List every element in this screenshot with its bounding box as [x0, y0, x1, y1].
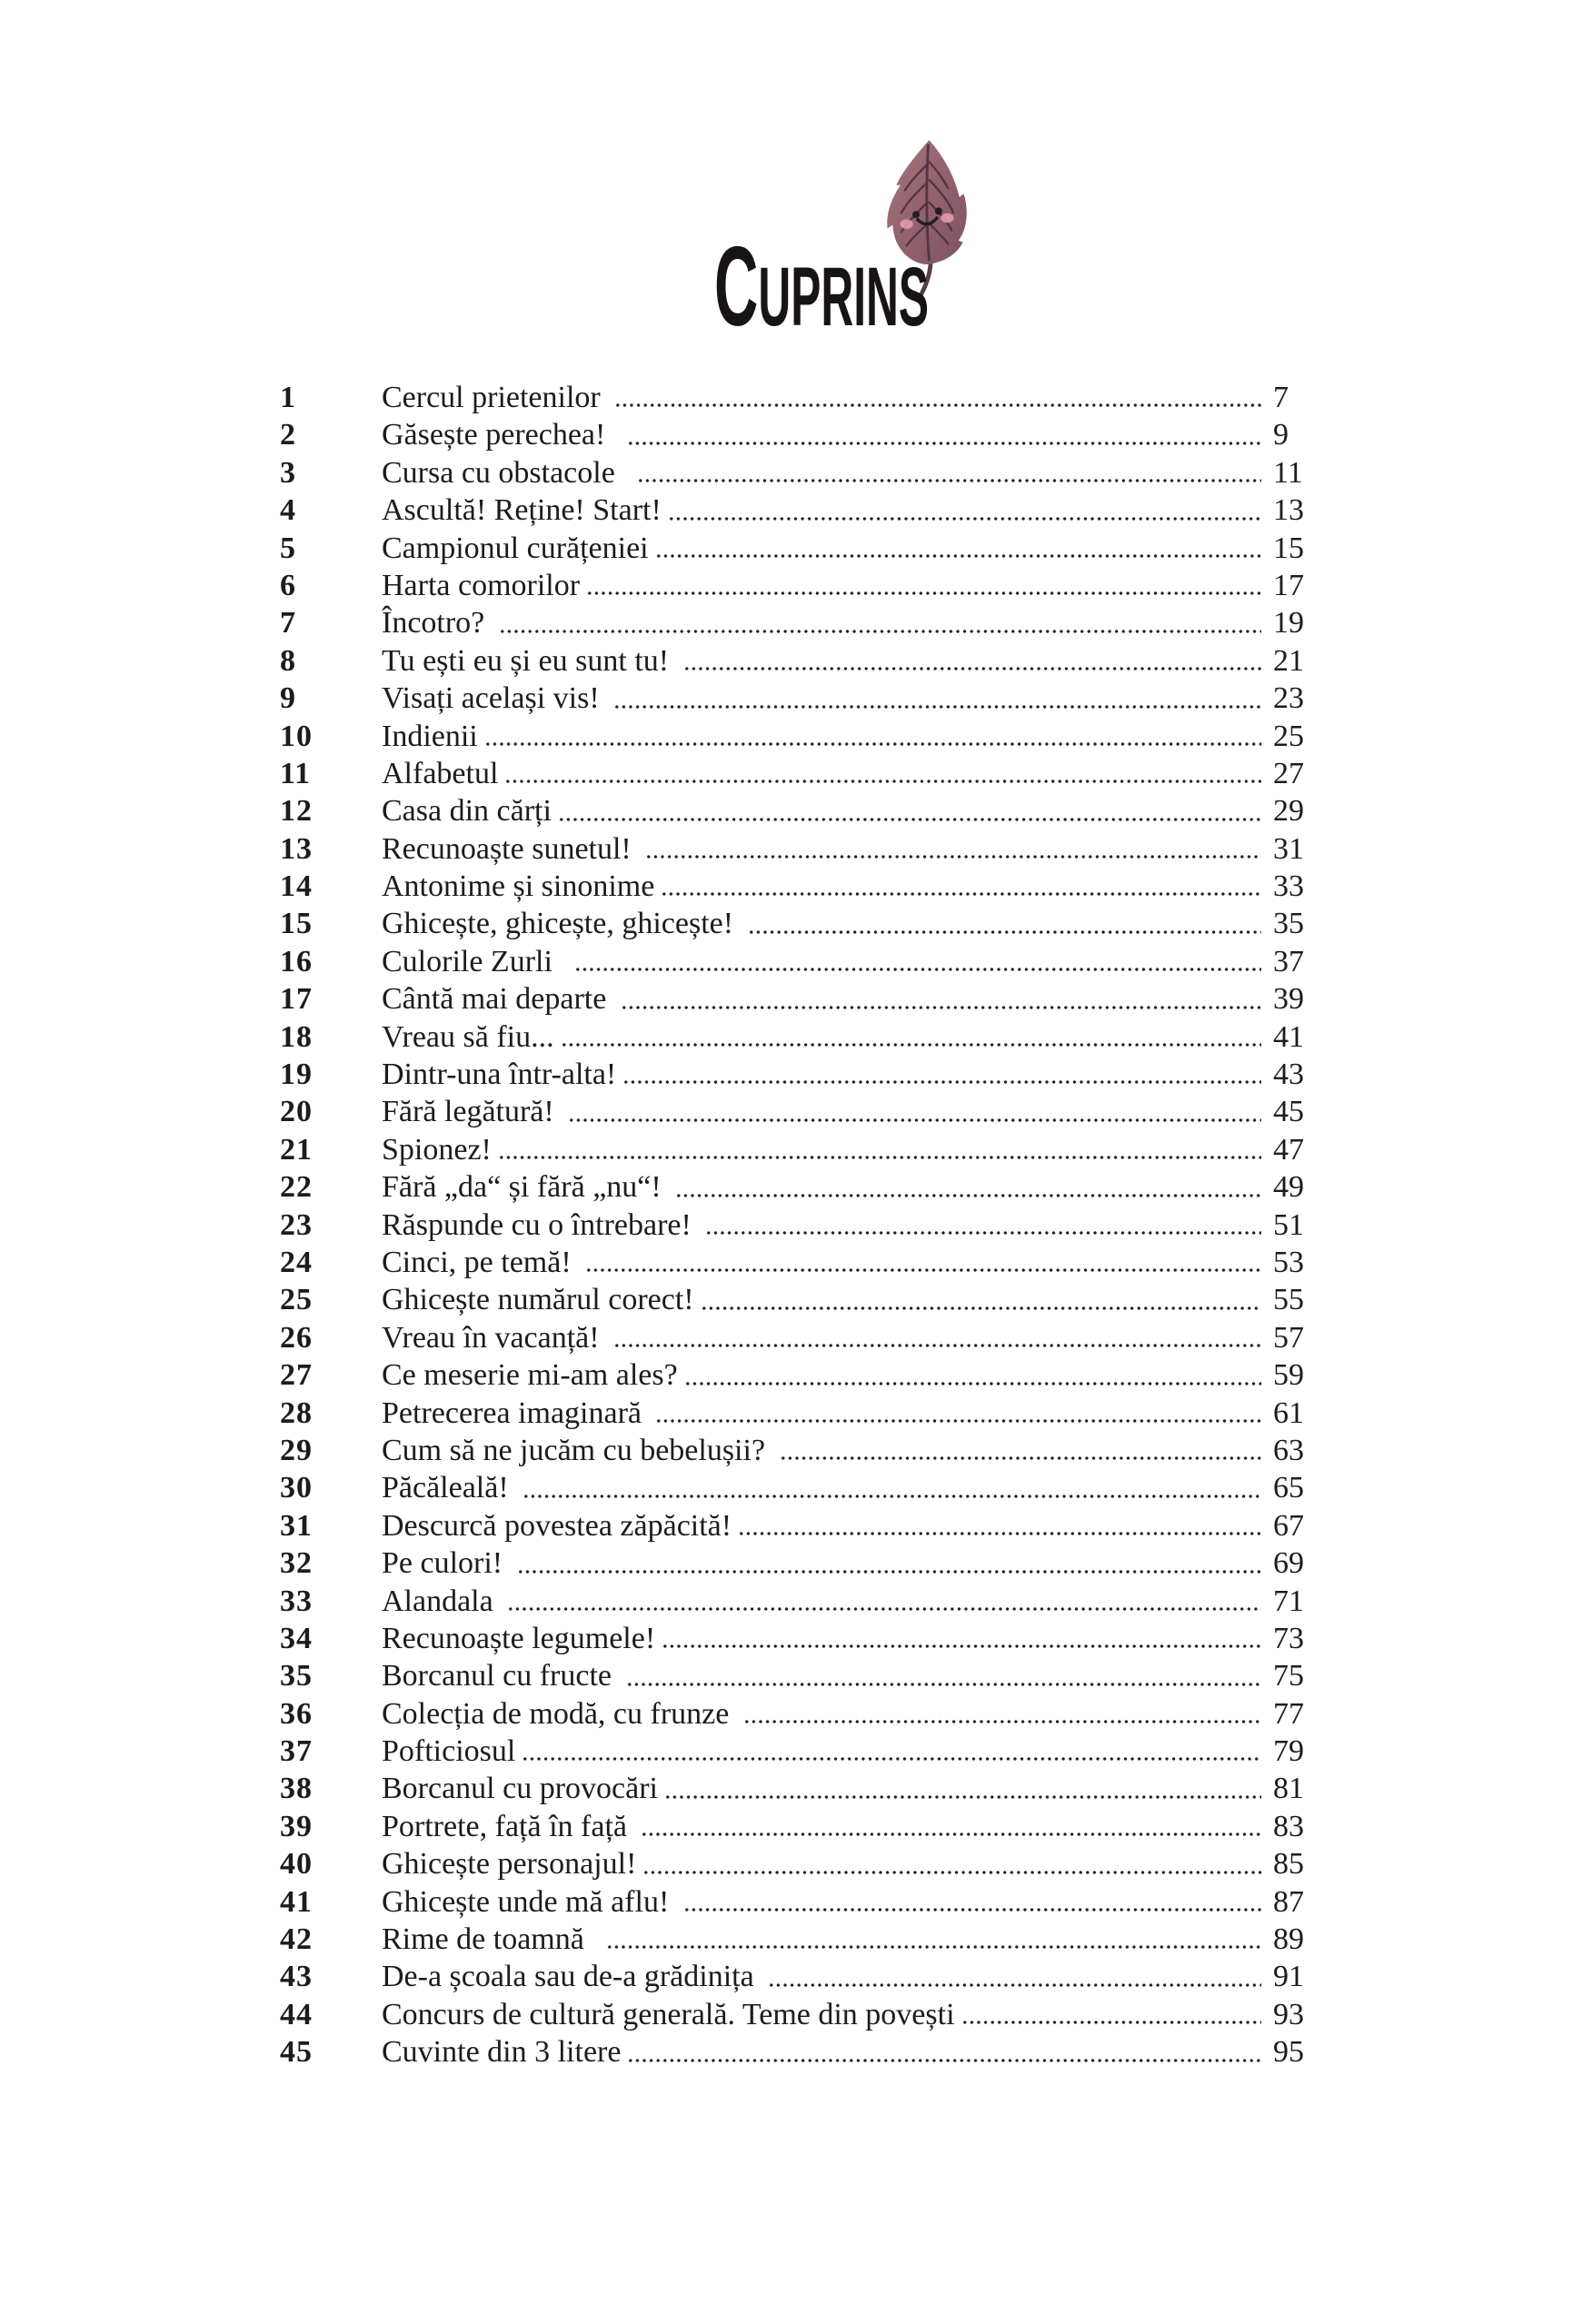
- toc-entry-number: 3: [280, 455, 296, 490]
- toc-entry-number: 22: [280, 1170, 313, 1205]
- toc-entry-page: 31: [1273, 831, 1304, 866]
- toc-entry-page: 65: [1273, 1471, 1304, 1505]
- toc-entry-title: Ghicește numărul corect!: [382, 1283, 694, 1317]
- toc-leader-dots: [642, 1845, 1261, 1882]
- toc-leader-dots: [621, 980, 1261, 1018]
- toc-entry-page: 15: [1273, 531, 1304, 565]
- toc-entry-page: 47: [1273, 1132, 1304, 1167]
- toc-entry-number: 12: [280, 794, 313, 829]
- toc-row: [280, 1544, 1312, 1582]
- toc-row: [280, 755, 1312, 792]
- toc-row: [280, 1244, 1312, 1281]
- toc-leader-dots: [683, 1883, 1261, 1921]
- toc-row: [280, 1093, 1312, 1130]
- toc-leader-dots: [637, 454, 1261, 492]
- toc-entry-title: Borcanul cu fructe: [382, 1659, 620, 1693]
- toc-leader-dots: [662, 1620, 1261, 1657]
- toc-entry-number: 34: [280, 1621, 313, 1655]
- toc-entry-page: 17: [1273, 568, 1304, 602]
- toc-leader-dots: [585, 1244, 1261, 1281]
- toc-row: [280, 1469, 1312, 1506]
- toc-entry-number: 33: [280, 1584, 313, 1618]
- toc-entry-title: Spionez!: [382, 1132, 492, 1167]
- toc-entry-number: 25: [280, 1283, 313, 1317]
- toc-leader-dots: [705, 1207, 1261, 1244]
- toc-entry-page: 71: [1273, 1584, 1304, 1618]
- toc-entry-number: 35: [280, 1659, 313, 1693]
- toc-row: [280, 1845, 1312, 1882]
- toc-entry-title: Alandala: [382, 1584, 502, 1618]
- toc-entry-title: Cum să ne jucăm cu bebelușii?: [382, 1433, 773, 1467]
- toc-entry-title: Găsește perechea!: [382, 418, 622, 452]
- toc-entry-number: 18: [280, 1019, 313, 1054]
- toc-leader-dots: [684, 1356, 1261, 1394]
- toc-row: [280, 680, 1312, 717]
- toc-entry-title: Cinci, pe temă!: [382, 1245, 580, 1279]
- toc-entry-title: Ghicește unde mă aflu!: [382, 1884, 677, 1919]
- toc-leader-dots: [655, 530, 1261, 567]
- toc-entry-title: Concurs de cultură generală. Teme din povești: [382, 1997, 955, 2031]
- toc-row: [280, 530, 1312, 567]
- toc-entry-number: 36: [280, 1696, 313, 1731]
- toc-entry-title: Cântă mai departe: [382, 982, 614, 1017]
- toc-entry-number: 32: [280, 1546, 313, 1581]
- toc-entry-number: 17: [280, 982, 313, 1017]
- toc-entry-number: 7: [280, 606, 296, 641]
- toc-leader-dots: [504, 755, 1261, 792]
- toc-row: [280, 454, 1312, 492]
- toc-entry-page: 57: [1273, 1320, 1304, 1355]
- toc-row: [280, 1620, 1312, 1657]
- toc-entry-title: Fără „da“ și fără „nu“!: [382, 1170, 670, 1205]
- toc-entry-number: 30: [280, 1471, 313, 1505]
- toc-entry-page: 35: [1273, 907, 1304, 941]
- toc-row: [280, 1770, 1312, 1807]
- toc-row: [280, 567, 1312, 604]
- toc-row: [280, 2033, 1312, 2071]
- toc-entry-page: 95: [1273, 2035, 1304, 2070]
- toc-row: [280, 1695, 1312, 1733]
- toc-leader-dots: [574, 943, 1261, 980]
- toc-entry-title: Culorile Zurli: [382, 944, 568, 978]
- toc-entry-number: 2: [280, 418, 296, 452]
- toc-entry-number: 43: [280, 1960, 313, 1994]
- toc-entry-page: 33: [1273, 869, 1304, 904]
- toc-entry-title: Cursa cu obstacole: [382, 455, 631, 490]
- toc-leader-dots: [613, 680, 1261, 717]
- toc-leader-dots: [626, 1657, 1262, 1694]
- toc-entry-title: Campionul curățeniei: [382, 531, 649, 565]
- toc-entry-page: 53: [1273, 1245, 1304, 1279]
- toc-entry-page: 9: [1273, 418, 1289, 452]
- toc-entry-title: Visați același vis!: [382, 681, 608, 716]
- toc-leader-dots: [627, 2033, 1261, 2071]
- toc-entry-page: 59: [1273, 1358, 1304, 1393]
- toc-entry-page: 55: [1273, 1283, 1304, 1317]
- toc-row: [280, 1733, 1312, 1770]
- toc-leader-dots: [701, 1281, 1261, 1318]
- toc-entry-page: 43: [1273, 1058, 1304, 1092]
- toc-row: [280, 1168, 1312, 1206]
- toc-entry-title: Casa din cărți: [382, 794, 552, 829]
- toc-row: [280, 980, 1312, 1018]
- toc-entry-number: 9: [280, 681, 296, 716]
- toc-entry-page: 45: [1273, 1095, 1304, 1129]
- toc-entry-title: Antonime și sinonime: [382, 869, 655, 904]
- toc-entry-number: 38: [280, 1772, 313, 1806]
- toc-row: [280, 1958, 1312, 1995]
- toc-leader-dots: [780, 1432, 1261, 1469]
- toc-entry-page: 67: [1273, 1508, 1304, 1543]
- toc-row: [280, 830, 1312, 868]
- toc-entry-title: Tu ești eu și eu sunt tu!: [382, 643, 677, 678]
- toc-entry-number: 20: [280, 1095, 313, 1129]
- toc-entry-number: 44: [280, 1997, 313, 2031]
- toc-leader-dots: [627, 416, 1261, 453]
- toc-row: [280, 1657, 1312, 1694]
- toc-leader-dots: [606, 1921, 1261, 1958]
- toc-row: [280, 1808, 1312, 1845]
- toc-entry-page: 63: [1273, 1433, 1304, 1467]
- toc-entry-number: 5: [280, 531, 296, 565]
- toc-leader-dots: [768, 1958, 1261, 1995]
- toc-entry-number: 31: [280, 1508, 313, 1543]
- toc-entry-page: 87: [1273, 1884, 1304, 1919]
- toc-leader-dots: [558, 792, 1261, 829]
- toc-leader-dots: [498, 1131, 1261, 1168]
- toc-entry-number: 23: [280, 1207, 313, 1242]
- toc-entry-number: 1: [280, 381, 296, 414]
- toc-entry-page: 73: [1273, 1621, 1304, 1655]
- toc-leader-dots: [645, 830, 1261, 868]
- toc-row: [280, 379, 1312, 416]
- toc-leader-dots: [668, 492, 1261, 529]
- toc-entry-title: Răspunde cu o întrebare!: [382, 1207, 700, 1242]
- toc-entry-page: 85: [1273, 1847, 1304, 1882]
- toc-leader-dots: [522, 1733, 1261, 1770]
- toc-leader-dots: [517, 1544, 1261, 1582]
- toc-entry-page: 29: [1273, 794, 1304, 829]
- toc-entry-number: 42: [280, 1922, 313, 1957]
- toc-entry-number: 16: [280, 944, 313, 978]
- toc-entry-title: Pe culori!: [382, 1546, 511, 1581]
- toc-leader-dots: [743, 1695, 1261, 1733]
- toc-row: [280, 792, 1312, 829]
- toc-entry-title: Recunoaște legumele!: [382, 1621, 656, 1655]
- toc-entry-title: Cuvinte din 3 litere: [382, 2035, 622, 2070]
- toc-entry-number: 15: [280, 907, 313, 941]
- toc-entry-title: Vreau în vacanță!: [382, 1320, 608, 1355]
- toc-entry-number: 21: [280, 1132, 313, 1167]
- toc-row: [280, 868, 1312, 905]
- toc-entry-number: 6: [280, 568, 296, 602]
- toc-entry-title: Pofticiosul: [382, 1734, 516, 1769]
- toc-entry-page: 89: [1273, 1922, 1304, 1957]
- toc-entry-title: Indienii: [382, 719, 478, 753]
- toc-leader-dots: [523, 1469, 1261, 1506]
- toc-entry-number: 40: [280, 1847, 313, 1882]
- toc-row: [280, 1432, 1312, 1469]
- toc-entry-title: Vreau să fiu...: [382, 1019, 554, 1054]
- toc-entry-page: 7: [1273, 381, 1289, 414]
- toc-entry-page: 27: [1273, 756, 1304, 790]
- toc-entry-page: 81: [1273, 1772, 1304, 1806]
- toc-leader-dots: [484, 718, 1261, 755]
- toc-row: [280, 492, 1312, 529]
- toc-entry-title: Recunoaște sunetul!: [382, 831, 640, 866]
- toc-entry-number: 41: [280, 1884, 313, 1919]
- toc-entry-number: 8: [280, 643, 296, 678]
- toc-entry-title: Fără legătură!: [382, 1095, 562, 1129]
- toc-entry-title: Petrecerea imaginară: [382, 1395, 650, 1430]
- toc-leader-dots: [748, 905, 1261, 942]
- toc-entry-title: Descurcă povestea zăpăcită!: [382, 1508, 732, 1543]
- toc-row: [280, 1583, 1312, 1620]
- toc-row: [280, 905, 1312, 942]
- toc-entry-page: 19: [1273, 606, 1304, 641]
- toc-leader-dots: [586, 567, 1261, 604]
- toc-leader-dots: [507, 1583, 1261, 1620]
- toc-row: [280, 1281, 1312, 1318]
- toc-row: [280, 1207, 1312, 1244]
- toc-row: [280, 416, 1312, 453]
- toc-entry-number: 37: [280, 1734, 313, 1769]
- toc-entry-number: 14: [280, 869, 313, 904]
- toc-entry-title: Harta comorilor: [382, 568, 581, 602]
- toc-entry-title: Cercul prietenilor: [382, 381, 609, 414]
- toc-entry-title: Ghicește, ghicește, ghicește!: [382, 907, 742, 941]
- toc-entry-page: 25: [1273, 719, 1304, 753]
- toc-entry-title: Rime de toamnă: [382, 1922, 600, 1957]
- toc-leader-dots: [661, 868, 1261, 905]
- toc-leader-dots: [622, 1056, 1261, 1093]
- toc-entry-page: 39: [1273, 982, 1304, 1017]
- toc-row: [280, 1921, 1312, 1958]
- toc-entry-page: 13: [1273, 493, 1304, 528]
- toc-row: [280, 943, 1312, 980]
- toc-entry-number: 19: [280, 1058, 313, 1092]
- toc-leader-dots: [561, 1018, 1261, 1056]
- toc-entry-number: 13: [280, 831, 313, 866]
- toc-entry-page: 23: [1273, 681, 1304, 716]
- toc-row: [280, 1395, 1312, 1432]
- toc-leader-dots: [961, 1996, 1261, 2033]
- toc-entry-page: 75: [1273, 1659, 1304, 1693]
- toc-entry-title: Ce meserie mi-am ales?: [382, 1358, 678, 1393]
- toc-row: [280, 1883, 1312, 1921]
- toc-leader-dots: [675, 1168, 1261, 1206]
- toc-entry-number: 11: [280, 756, 312, 790]
- toc-row: [280, 642, 1312, 680]
- toc-leader-dots: [683, 642, 1261, 680]
- toc-row: [280, 1018, 1312, 1056]
- toc-entry-page: 61: [1273, 1395, 1304, 1430]
- toc-entry-title: Încotro?: [382, 606, 493, 641]
- toc-entry-title: Dintr-una într-alta!: [382, 1058, 617, 1092]
- toc-entry-title: Portrete, față în față: [382, 1809, 635, 1843]
- toc-leader-dots: [655, 1395, 1261, 1432]
- toc-entry-title: Ghicește personajul!: [382, 1847, 637, 1882]
- toc-entry-number: 4: [280, 493, 296, 528]
- toc-row: [280, 1319, 1312, 1356]
- toc-row: [280, 1056, 1312, 1093]
- toc-entry-page: 49: [1273, 1170, 1304, 1205]
- toc-leader-dots: [568, 1093, 1261, 1130]
- toc-entry-page: 37: [1273, 944, 1304, 978]
- toc-row: [280, 1507, 1312, 1544]
- toc-entry-page: 91: [1273, 1960, 1304, 1994]
- toc-entry-page: 79: [1273, 1734, 1304, 1769]
- toc-leader-dots: [614, 379, 1261, 416]
- toc-entry-title: Ascultă! Reține! Start!: [382, 493, 662, 528]
- toc-leader-dots: [641, 1808, 1261, 1845]
- toc-entry-number: 27: [280, 1358, 313, 1393]
- toc-entry-number: 29: [280, 1433, 313, 1467]
- toc-row: [280, 1356, 1312, 1394]
- toc-leader-dots: [738, 1507, 1261, 1544]
- toc-leader-dots: [664, 1770, 1261, 1807]
- toc-list: [280, 379, 1312, 2071]
- toc-entry-title: Colecția de modă, cu frunze: [382, 1696, 737, 1731]
- toc-leader-dots: [499, 604, 1261, 641]
- toc-entry-number: 39: [280, 1809, 313, 1843]
- toc-entry-number: 28: [280, 1395, 313, 1430]
- toc-entry-page: 83: [1273, 1809, 1304, 1843]
- toc-entry-number: 45: [280, 2035, 313, 2070]
- toc-row: [280, 604, 1312, 641]
- toc-row: [280, 718, 1312, 755]
- toc-entry-page: 21: [1273, 643, 1304, 678]
- toc-entry-page: 11: [1273, 455, 1303, 490]
- toc-row: [280, 1996, 1312, 2033]
- toc-row: [280, 1131, 1312, 1168]
- toc-entry-page: 77: [1273, 1696, 1304, 1731]
- toc-entry-title: Păcăleală!: [382, 1471, 517, 1505]
- toc-entry-number: 10: [280, 719, 313, 753]
- toc-entry-number: 24: [280, 1245, 313, 1279]
- toc-leader-dots: [613, 1319, 1261, 1356]
- toc-entry-page: 41: [1273, 1019, 1304, 1054]
- toc-entry-title: Borcanul cu provocări: [382, 1772, 658, 1806]
- toc-entry-number: 26: [280, 1320, 313, 1355]
- page-title: CUPRINS: [714, 224, 930, 350]
- toc-entry-title: Alfabetul: [382, 756, 499, 790]
- toc-entry-title: De-a școala sau de-a grădinița: [382, 1960, 762, 1994]
- toc-entry-page: 69: [1273, 1546, 1304, 1581]
- toc-entry-page: 51: [1273, 1207, 1304, 1242]
- toc-entry-page: 93: [1273, 1997, 1304, 2031]
